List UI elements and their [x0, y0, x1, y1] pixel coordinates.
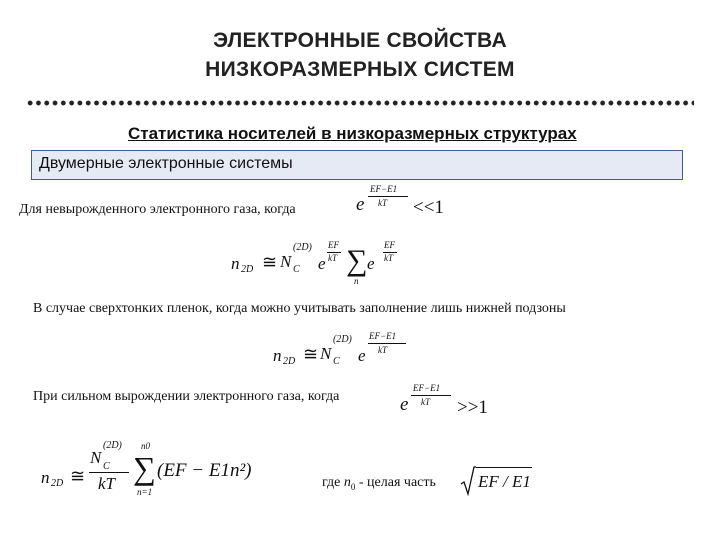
- formula-sum-sign: ∑: [346, 244, 368, 277]
- formula-exponent-numerator: EF−E1: [369, 331, 397, 341]
- formula-approx: ≅: [303, 344, 319, 364]
- formula-exponent-numerator: EF−E1: [413, 383, 441, 393]
- n0-subscript: 0: [350, 481, 356, 492]
- formula-nc-subscript: C: [333, 356, 340, 367]
- formula-exponent-numerator: EF−E1: [370, 184, 398, 194]
- integer-part-label: - целая часть: [355, 475, 436, 490]
- formula-nc-superscript: (2D): [103, 440, 122, 451]
- formula-exp-base: e: [400, 394, 409, 415]
- slide-title-line1: ЭЛЕКТРОННЫЕ СВОЙСТВА: [213, 29, 507, 52]
- formula-sum-upper: n0: [141, 441, 150, 451]
- formula-sum-index: n: [354, 276, 359, 286]
- formula-fraction-bar: [368, 196, 408, 197]
- formula-nc-subscript: C: [103, 461, 110, 472]
- slide-title: [0, 26, 720, 84]
- formula-exponent-ef-2: EF: [384, 240, 395, 250]
- formula-kt: kT: [98, 474, 115, 493]
- formula-approx: ≅: [262, 252, 278, 272]
- formula-fraction-bar: [411, 395, 451, 396]
- formula-exponent-denominator: kT: [378, 198, 387, 208]
- formula-nc-subscript: C: [293, 264, 300, 275]
- formula-n-symbol: n: [273, 346, 282, 365]
- where-label: где: [322, 475, 341, 490]
- sqrt-expression: EF / E1: [478, 472, 531, 491]
- formula-paren-expression: (EF − E1n²): [157, 460, 252, 481]
- n0-symbol: n: [343, 475, 351, 490]
- sqrt-sign-icon: [460, 466, 476, 496]
- formula-nc-symbol: N: [90, 448, 102, 467]
- formula-sum-sign: ∑: [133, 450, 156, 486]
- sqrt-overline: [476, 467, 532, 468]
- formula-fraction-bar: [89, 472, 129, 473]
- paragraph-ultrathin-films: В случае сверхтонких пленок, когда можно учитывать заполнение лишь нижней подзоны: [33, 301, 566, 316]
- paragraph-where-n0: [322, 475, 436, 492]
- formula-nc-superscript: (2D): [293, 242, 312, 253]
- formula-sum-lower: n=1: [137, 487, 153, 497]
- formula-nc-symbol: N: [280, 252, 292, 271]
- formula-much-less-one: <<1: [413, 197, 444, 218]
- section-header-box: [31, 150, 683, 180]
- formula-n-subscript: 2D: [283, 356, 296, 367]
- formula-exp-base: e: [358, 346, 366, 365]
- formula-exponent-kt-2: kT: [384, 253, 393, 263]
- formula-approx: ≅: [70, 466, 86, 486]
- formula-n-subscript: 2D: [51, 478, 64, 489]
- formula-exponent-denominator: kT: [421, 397, 430, 407]
- formula-exp-base: e: [318, 254, 326, 273]
- formula-much-greater-one: >>1: [457, 397, 488, 418]
- formula-exp-base: e: [356, 194, 365, 215]
- formula-exponent-ef: EF: [328, 240, 339, 250]
- formula-n-symbol: n: [41, 468, 50, 487]
- dotted-divider: [26, 99, 694, 107]
- slide-title-line2: НИЗКОРАЗМЕРНЫХ СИСТЕМ: [205, 58, 515, 81]
- formula-n-symbol: n: [231, 254, 240, 273]
- paragraph-nondegenerate: Для невырожденного электронного газа, когда: [19, 202, 296, 217]
- section-header-label: Двумерные электронные системы: [39, 155, 293, 172]
- formula-nc-symbol: N: [320, 344, 332, 363]
- slide-subtitle: Статистика носителей в низкоразмерных структурах: [128, 124, 577, 143]
- formula-exponent-kt: kT: [328, 253, 337, 263]
- formula-exponent-denominator: kT: [378, 345, 387, 355]
- formula-nc-superscript: (2D): [333, 334, 352, 345]
- formula-exp-base-2: e: [367, 254, 375, 273]
- formula-fraction-bar: [368, 343, 406, 344]
- paragraph-strong-degeneracy: При сильном вырождении электронного газа, когда: [33, 389, 340, 404]
- formula-n-subscript: 2D: [241, 264, 254, 275]
